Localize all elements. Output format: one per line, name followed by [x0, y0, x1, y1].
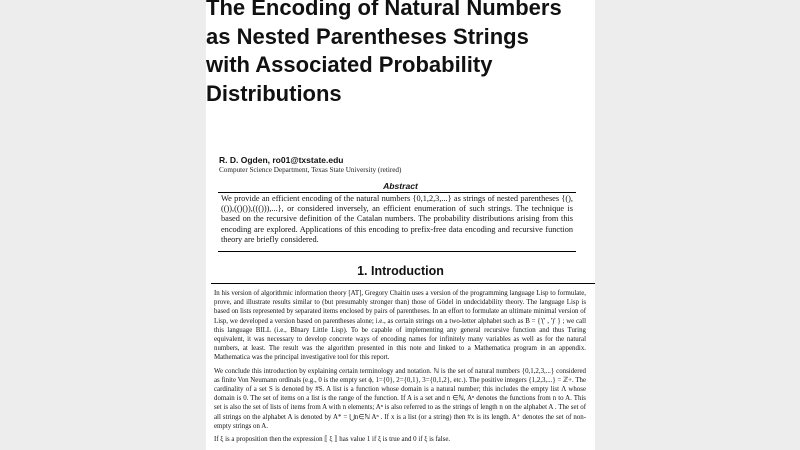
affiliation-line: Computer Science Department, Texas State University (retired) — [219, 166, 402, 174]
paragraph: We conclude this introduction by explaining certain terminology and notation. ℕ is the set of natural numbers {0,1,2,3,...} considered as finite Von Neumann ordinals (e.g., 0 is the empty set ϕ, 1={0}, 2={0,1}, 3={0,1,2}, etc.). The positive integers {1,2,3,...} = ℤ+. The cardinality of a set S is denoted by #S. A list is a function whose domain is a natural number; this includes the empty list Λ whose domain is 0. The set of items on a list is the range of the function. If A is a set and n ∈ℕ, Aⁿ denotes the functions from n to A. This set is also the set of lists of items from A with n elements; Aⁿ is also referred to as the strings of length n on the alphabet A . The set of all strings on the alphabet A is denoted by A* = ⋃n∈ℕ Aⁿ . If x is a list (or a string) then #x is its length. A⁺ denotes the set of non-empty strings on A. — [214, 367, 587, 430]
section-heading: 1. Introduction — [357, 264, 444, 278]
abstract-box — [218, 192, 576, 252]
title-line: with Associated Probability — [206, 52, 493, 77]
title-line: as Nested Parentheses Strings — [206, 23, 529, 49]
section-divider — [211, 283, 595, 284]
paper-title — [206, 0, 595, 108]
paper-page — [206, 0, 595, 450]
title-line: The Encoding of Natural Numbers — [206, 0, 562, 20]
body-text — [214, 289, 586, 448]
abstract-heading: Abstract — [383, 181, 418, 191]
paragraph: If ξ is a proposition then the expression ⟦ ξ ⟧ has value 1 if ξ is true and 0 if ξ is false. — [214, 436, 451, 444]
abstract-text: We provide an efficient encoding of the natural numbers {0,1,2,3,...} as strings of nested parentheses {(),(()),(()()),((())),...}, or considered inversely, an efficient enumeration of such strings. The technique is based on the recursive definition of the Catalan numbers. The probability distributions arising from this encoding are explored. Applications of this encoding to prefix-free data encoding and recursive function theory are briefly considered. — [221, 194, 573, 244]
author-line: R. D. Ogden, ro01@txstate.edu — [219, 155, 344, 165]
title-line: Distributions — [206, 80, 342, 106]
paragraph: In his version of algorithmic information theory [AT], Gregory Chaitin uses a version of the programming language Lisp to formulate, prove, and illustrate results similar to (but presumably stronger than) those of Gödel in undecidability theory. The language Lisp is based on lists represented by separated items enclosed by pairs of parentheses. In an effort to formulate an ultimate minimal version of Lisp, we developed a version based on parentheses alone; i.e., as certain strings on a two-letter alphabet such as B = {'(' , ')' } ; we call this language BILL (i.e., BInary Little Lisp). To be capable of implementing any general recursive function and thus Turing equivalent, it was necessary to develop concrete ways of encoding names for infinitely many variables as well as for the natural numbers, at least. The result was the algorithm presented in this note and linked to a Mathematica program in an appendix. Mathematica was the principal investigative tool for this report. — [214, 290, 586, 362]
